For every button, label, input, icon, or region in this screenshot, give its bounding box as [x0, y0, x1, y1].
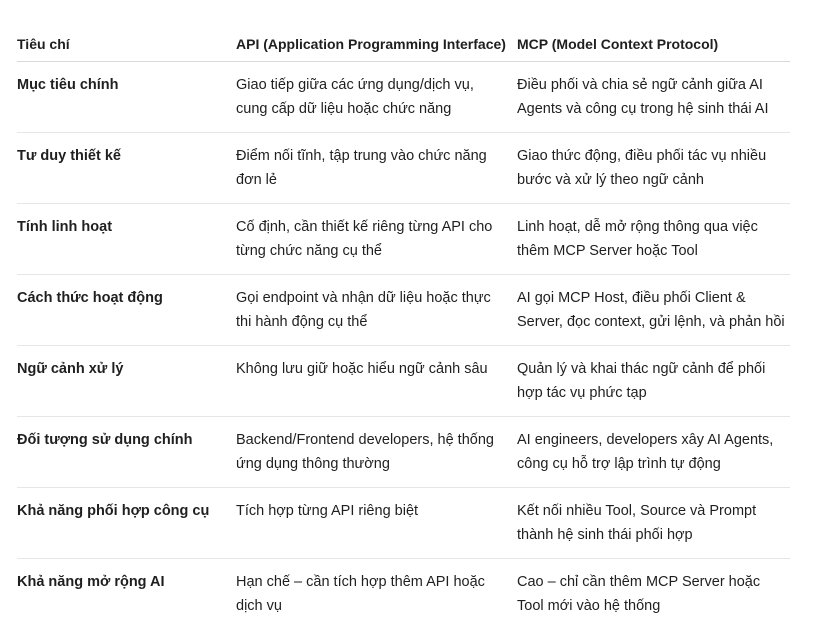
row-api-cell: Cố định, cần thiết kế riêng từng API cho từng chức năng cụ thể — [236, 204, 517, 275]
table-row — [17, 559, 790, 630]
row-mcp-cell: Linh hoạt, dễ mở rộng thông qua việc thêm MCP Server hoặc Tool — [517, 204, 790, 275]
table-row — [17, 133, 790, 204]
header-mcp: MCP (Model Context Protocol) — [517, 0, 790, 62]
table-row — [17, 488, 790, 559]
table-row — [17, 275, 790, 346]
row-criterion: Tư duy thiết kế — [17, 133, 236, 204]
row-mcp-cell: AI gọi MCP Host, điều phối Client & Server, đọc context, gửi lệnh, và phản hồi — [517, 275, 790, 346]
header-api: API (Application Programming Interface) — [236, 0, 517, 62]
header-row — [17, 0, 790, 62]
row-criterion: Ngữ cảnh xử lý — [17, 346, 236, 417]
row-api-cell: Hạn chế – cần tích hợp thêm API hoặc dịch vụ — [236, 574, 485, 614]
row-criterion: Mục tiêu chính — [17, 62, 236, 133]
comparison-table-container — [17, 0, 790, 629]
table-body — [17, 62, 790, 630]
table-header — [17, 0, 790, 62]
header-criterion: Tiêu chí — [17, 0, 236, 62]
table-row — [17, 417, 790, 488]
row-api-cell: Tích hợp từng API riêng biệt — [236, 488, 517, 559]
comparison-table — [17, 0, 790, 629]
row-mcp-cell: Cao – chỉ cần thêm MCP Server hoặc Tool mới vào hệ thống — [517, 574, 761, 614]
row-criterion: Khả năng phối hợp công cụ — [17, 488, 236, 559]
row-mcp-cell: Điều phối và chia sẻ ngữ cảnh giữa AI Agents và công cụ trong hệ sinh thái AI — [517, 62, 790, 133]
row-mcp-cell: Giao thức động, điều phối tác vụ nhiều bước và xử lý theo ngữ cảnh — [517, 133, 790, 204]
row-mcp-cell: Quản lý và khai thác ngữ cảnh để phối hợp tác vụ phức tạp — [517, 346, 790, 417]
row-criterion: Tính linh hoạt — [17, 204, 236, 275]
row-api-cell: Gọi endpoint và nhận dữ liệu hoặc thực thi hành động cụ thể — [236, 275, 517, 346]
row-api-cell: Giao tiếp giữa các ứng dụng/dịch vụ, cung cấp dữ liệu hoặc chức năng — [236, 62, 517, 133]
row-mcp-cell: Kết nối nhiều Tool, Source và Prompt thành hệ sinh thái phối hợp — [517, 488, 790, 559]
row-api-cell: Điểm nối tĩnh, tập trung vào chức năng đơn lẻ — [236, 133, 517, 204]
row-mcp-cell: AI engineers, developers xây AI Agents, công cụ hỗ trợ lập trình tự động — [517, 417, 790, 488]
row-api-cell: Không lưu giữ hoặc hiểu ngữ cảnh sâu — [236, 346, 517, 417]
table-row — [17, 204, 790, 275]
row-criterion: Cách thức hoạt động — [17, 275, 236, 346]
row-criterion: Khả năng mở rộng AI — [17, 574, 165, 590]
row-api-cell: Backend/Frontend developers, hệ thống ứng dụng thông thường — [236, 417, 517, 488]
table-row — [17, 346, 790, 417]
table-row — [17, 62, 790, 133]
row-criterion: Đối tượng sử dụng chính — [17, 417, 236, 488]
